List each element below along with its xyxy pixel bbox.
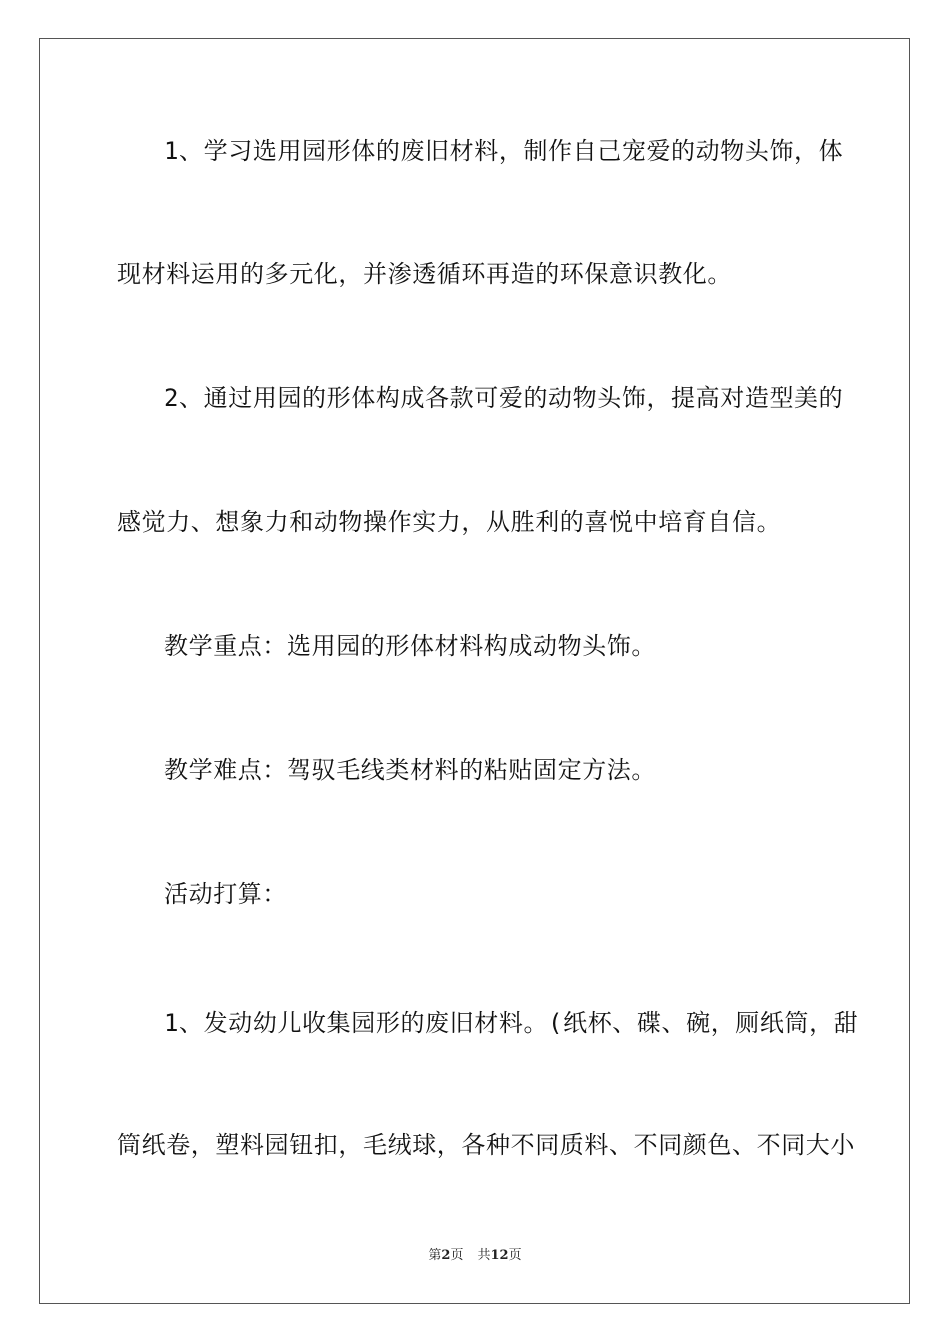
page-footer xyxy=(0,1247,950,1265)
footer-page-prefix: 第 xyxy=(428,1248,442,1263)
footer-total-suffix: 页 xyxy=(508,1248,522,1263)
footer-total-prefix: 共 xyxy=(477,1248,491,1263)
paragraph-line: 感觉力、想象力和动物操作实力，从胜利的喜悦中培育自信。 xyxy=(117,508,782,536)
paragraph-line: 筒纸卷，塑料园钮扣，毛绒球，各种不同质料、不同颜色、不同大小 xyxy=(117,1131,855,1159)
paragraph-line: 现材料运用的多元化，并渗透循环再造的环保意识教化。 xyxy=(117,260,732,288)
paragraph-line: 1、学习选用园形体的废旧材料，制作自己宠爱的动物头饰，体 xyxy=(164,137,844,165)
page-border xyxy=(39,38,910,1304)
paragraph-line: 1、发动幼儿收集园形的废旧材料。(纸杯、碟、碗，厕纸筒，甜 xyxy=(164,1009,859,1037)
footer-page-number: 2 xyxy=(441,1248,451,1263)
footer-page-suffix: 页 xyxy=(450,1248,464,1263)
paragraph-line: 教学重点：选用园的形体材料构成动物头饰。 xyxy=(164,632,656,660)
footer-total-pages: 12 xyxy=(490,1248,509,1263)
paragraph-line: 活动打算： xyxy=(164,880,287,908)
paragraph-line: 2、通过用园的形体构成各款可爱的动物头饰，提高对造型美的 xyxy=(164,384,844,412)
paragraph-line: 教学难点：驾驭毛线类材料的粘贴固定方法。 xyxy=(164,756,656,784)
